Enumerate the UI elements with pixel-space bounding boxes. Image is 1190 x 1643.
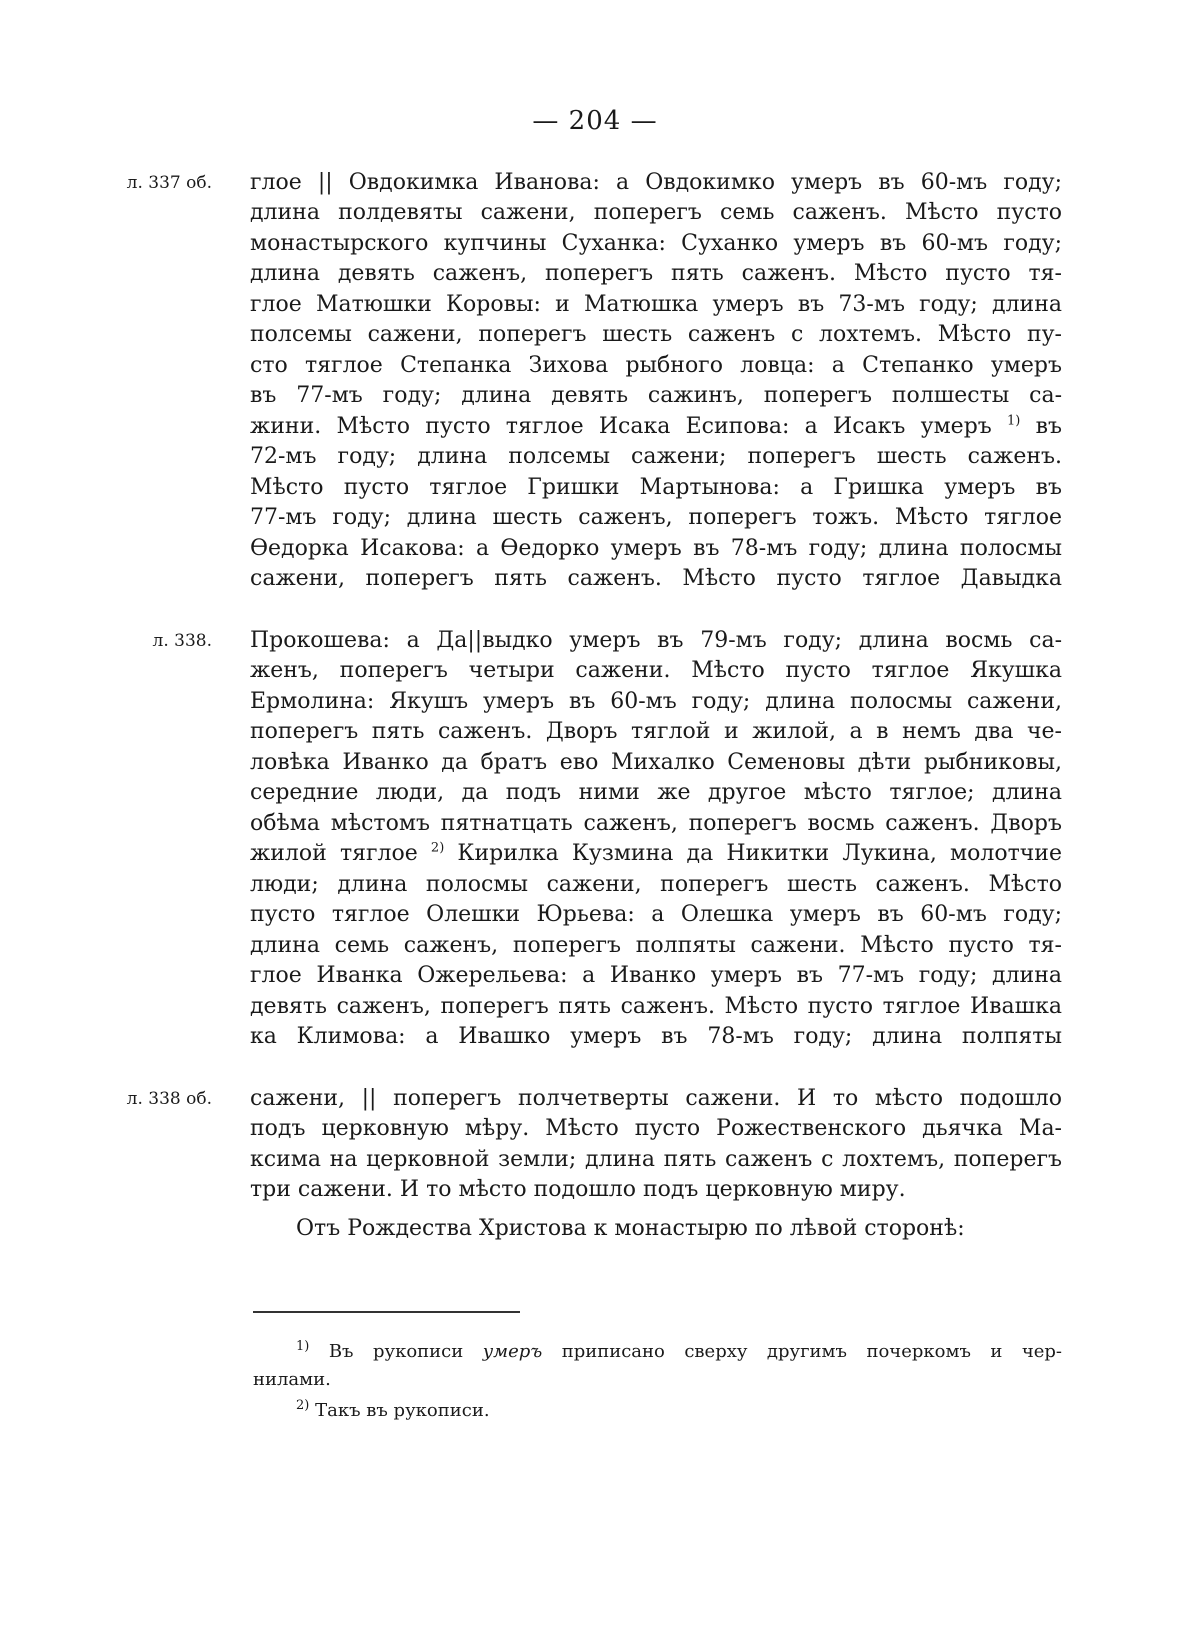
text-line: полсемы сажени, поперегъ шесть саженъ с лохтемъ. Мѣсто пу- bbox=[250, 322, 1062, 347]
text-line: три сажени. И то мѣсто подошло подъ церковную миру. bbox=[250, 1177, 906, 1202]
footnote-1-continuation: нилами. bbox=[253, 1369, 331, 1390]
footnote-italic-word: умеръ bbox=[482, 1341, 543, 1362]
text-line bbox=[250, 412, 1062, 442]
text-line: въ 77-мъ году; длина девять сажинъ, поперегъ полшесты са- bbox=[250, 383, 1062, 408]
footnote-divider bbox=[253, 1311, 520, 1313]
text-line: Ѳедорка Исакова: а Ѳедорко умеръ въ 78-мъ году; длина полосмы bbox=[250, 536, 1062, 561]
footnote-text: Въ рукописи bbox=[328, 1341, 464, 1362]
text-segment: въ bbox=[1035, 414, 1062, 439]
text-line bbox=[250, 839, 1062, 869]
text-line: люди; длина полосмы сажени, поперегъ шесть саженъ. Мѣсто bbox=[250, 872, 1062, 897]
text-segment: Кирилка Кузмина да Никитки Лукина, молотчие bbox=[457, 841, 1062, 866]
text-line: глое Матюшки Коровы: и Матюшка умеръ въ 73-мъ году; длина bbox=[250, 292, 1062, 317]
text-line: подъ церковную мѣру. Мѣсто пусто Рожественского дьячка Ма- bbox=[250, 1116, 1062, 1141]
footnote-text: Такъ въ рукописи. bbox=[315, 1400, 490, 1421]
text-line: сто тяглое Степанка Зихова рыбного ловца: а Степанко умеръ bbox=[250, 353, 1062, 378]
text-line: женъ, поперегъ четыри сажени. Мѣсто пусто тяглое Якушка bbox=[250, 658, 1062, 683]
text-line: Прокошева: а Да||выдко умеръ въ 79-мъ году; длина восмь са- bbox=[250, 628, 1062, 653]
margin-note-folio: л. 338. bbox=[152, 631, 212, 651]
text-line: середние люди, да подъ ними же другое мѣсто тяглое; длина bbox=[250, 780, 1062, 805]
footnote-ref: 1) bbox=[1007, 413, 1021, 429]
text-line: длина полдевяты сажени, поперегъ семь саженъ. Мѣсто пусто bbox=[250, 200, 1062, 225]
text-line: ка Климова: а Ивашко умеръ въ 78-мъ году; длина полпяты bbox=[250, 1024, 1062, 1049]
text-line: ловѣка Иванко да братъ ево Михалко Семеновы дѣти рыбниковы, bbox=[250, 750, 1062, 775]
text-line: 77-мъ году; длина шесть саженъ, поперегъ тожъ. Мѣсто тяглое bbox=[250, 505, 1062, 530]
footnote-2 bbox=[296, 1398, 490, 1424]
text-line: длина семь саженъ, поперегъ полпяты сажени. Мѣсто пусто тя- bbox=[250, 933, 1062, 958]
text-segment: жилой тяглое bbox=[250, 841, 418, 866]
footnote-number: 1) bbox=[296, 1339, 310, 1354]
text-line: обѣма мѣстомъ пятнатцать саженъ, поперегъ восмь саженъ. Дворъ bbox=[250, 811, 1062, 836]
text-line: девять саженъ, поперегъ пять саженъ. Мѣсто пусто тяглое Ивашка bbox=[250, 994, 1062, 1019]
text-line: Мѣсто пусто тяглое Гришки Мартынова: а Гришка умеръ въ bbox=[250, 475, 1062, 500]
text-line: поперегъ пять саженъ. Дворъ тяглой и жилой, а в немъ два че- bbox=[250, 719, 1062, 744]
text-line: ксима на церковной земли; длина пять саженъ с лохтемъ, поперегъ bbox=[250, 1147, 1062, 1172]
margin-note-folio: л. 337 об. bbox=[126, 173, 212, 193]
text-segment: жини. Мѣсто пусто тяглое Исака Есипова: а Исакъ умеръ bbox=[250, 414, 992, 439]
footnote-ref: 2) bbox=[430, 840, 445, 856]
text-line: длина девять саженъ, поперегъ пять саженъ. Мѣсто пусто тя- bbox=[250, 261, 1062, 286]
text-line: пусто тяглое Олешки Юрьева: а Олешка умеръ въ 60-мъ году; bbox=[250, 902, 1062, 927]
margin-note-folio: л. 338 об. bbox=[126, 1089, 212, 1109]
footnote-number: 2) bbox=[296, 1398, 310, 1413]
text-line: Ермолина: Якушъ умеръ въ 60-мъ году; длина полосмы сажени, bbox=[250, 689, 1062, 714]
section-heading-line: Отъ Рождества Христова к монастырю по лѣвой сторонѣ: bbox=[296, 1216, 965, 1241]
page-number: — 204 — bbox=[532, 106, 658, 136]
text-line: сажени, поперегъ пять саженъ. Мѣсто пусто тяглое Давыдка bbox=[250, 566, 1062, 591]
footnote-1 bbox=[296, 1339, 1062, 1365]
footnote-text: приписано сверху другимъ почеркомъ и чер- bbox=[561, 1341, 1062, 1362]
text-line: 72-мъ году; длина полсемы сажени; поперегъ шесть саженъ. bbox=[250, 444, 1062, 469]
text-line: сажени, || поперегъ полчетверты сажени. И то мѣсто подошло bbox=[250, 1086, 1062, 1111]
text-line: глое || Овдокимка Иванова: а Овдокимко умеръ въ 60-мъ году; bbox=[250, 170, 1062, 195]
text-line: глое Иванка Ожерельева: а Иванко умеръ въ 77-мъ году; длина bbox=[250, 963, 1062, 988]
text-line: монастырского купчины Суханка: Суханко умеръ въ 60-мъ году; bbox=[250, 231, 1062, 256]
